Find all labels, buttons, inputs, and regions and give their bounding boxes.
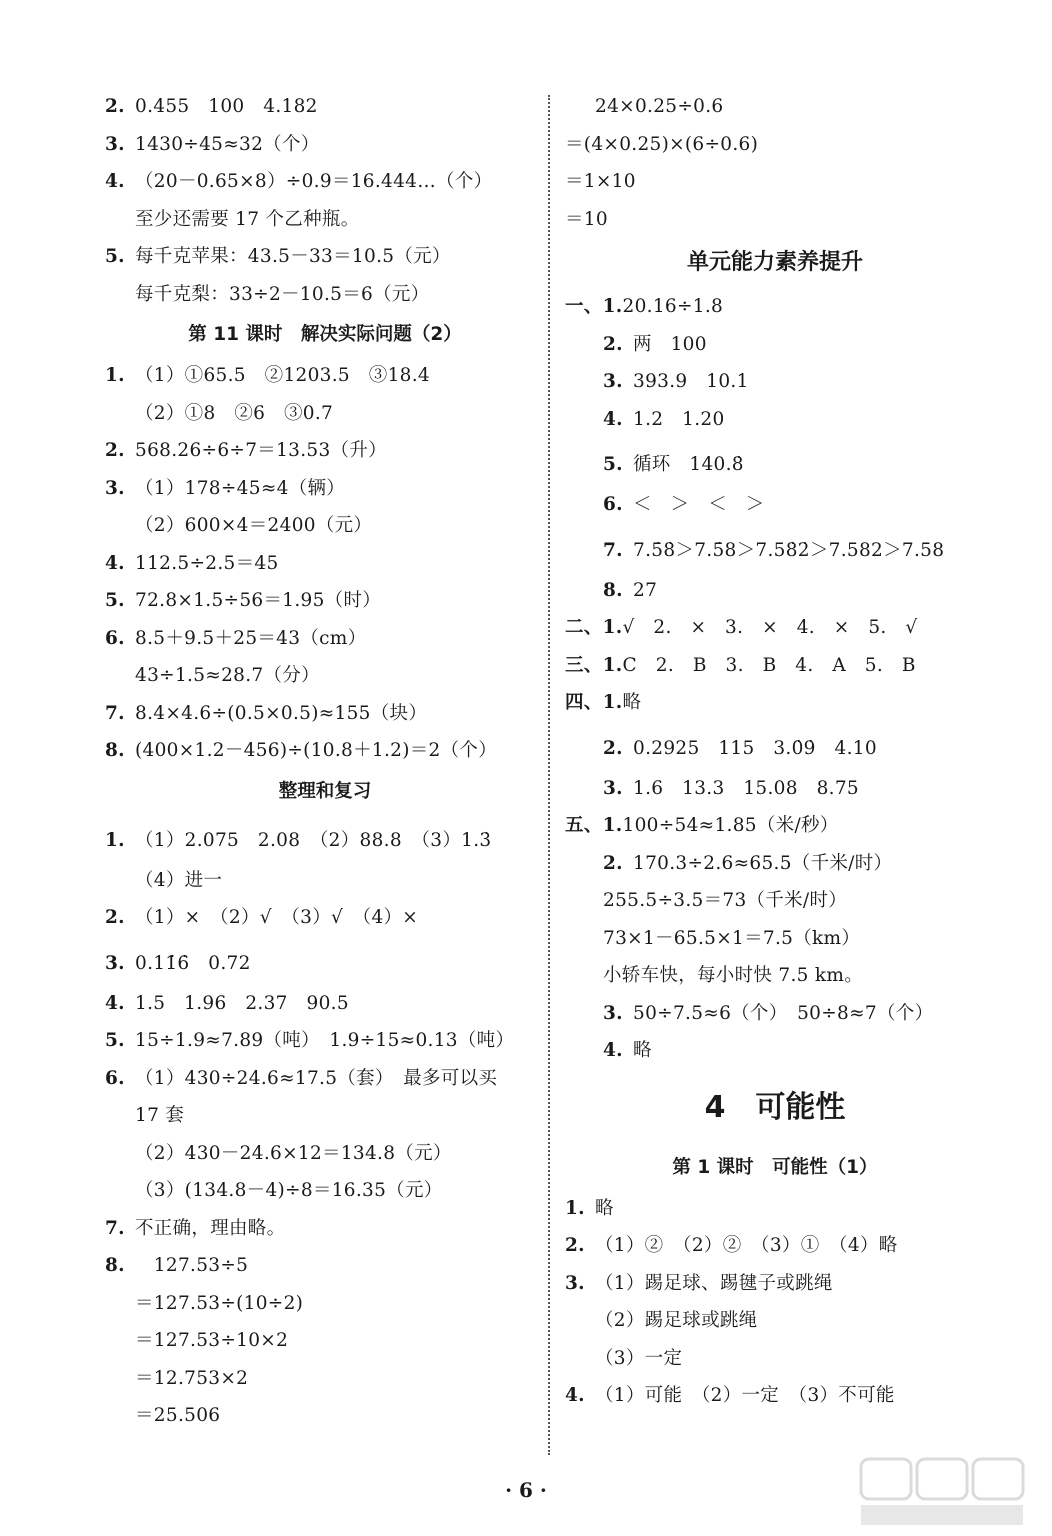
- answer-text: 568.26÷6÷7＝13.53（升）: [135, 440, 387, 461]
- answer-text: （2）430－24.6×12＝134.8（元）: [135, 1142, 452, 1164]
- sub-question-number: 2.: [603, 737, 623, 759]
- answer-text: 循环 140.8̇: [633, 454, 744, 475]
- answer-line: [565, 995, 985, 1033]
- answer-line: [105, 201, 545, 239]
- page-number: · 6 ·: [505, 1478, 547, 1502]
- sub-question-number: 5.: [603, 454, 623, 475]
- answer-text: 略: [595, 1197, 614, 1219]
- answer-line: [565, 770, 985, 808]
- answer-text: ＝(4×0.25)×(6÷0.6): [565, 133, 759, 155]
- answer-text: 每千克苹果：43.5－33＝10.5（元）: [135, 246, 451, 267]
- answer-text: 小轿车快，每小时快 7.5 km。: [603, 965, 864, 986]
- right-column: [565, 88, 985, 1415]
- answer-line: [105, 545, 545, 583]
- section-heading: 第 11 课时 解决实际问题（2）: [188, 324, 462, 345]
- answer-text: (400×1.2－456)÷(10.8＋1.2)＝2（个）: [135, 740, 497, 761]
- answer-line: [565, 1032, 985, 1070]
- question-number: 3.: [105, 477, 125, 499]
- answer-text: 0.2925 115 3.0̇9̇ 4.10: [633, 737, 877, 759]
- watermark-logo: [857, 1453, 1032, 1528]
- answer-text: 24×0.25÷0.6: [595, 96, 724, 117]
- answer-text: 8.5＋9.5＋25＝43（cm）: [135, 627, 367, 649]
- column-divider: [548, 95, 550, 1455]
- answer-line: [565, 163, 985, 201]
- question-number: 1.: [105, 365, 125, 386]
- answer-line: [105, 1172, 545, 1210]
- answer-line: [105, 1060, 545, 1098]
- answer-text: 不正确，理由略。: [135, 1217, 286, 1239]
- answer-text: 255.5÷3.5＝73（千米/时）: [603, 890, 848, 911]
- answer-text: （1）② （2）② （3）① （4）略: [595, 1235, 898, 1256]
- answer-text: （3）一定: [595, 1347, 683, 1369]
- question-number: 2.: [105, 907, 125, 928]
- question-number: 3.: [105, 952, 125, 974]
- answer-text: √ 2. × 3. × 4. × 5. √: [622, 617, 918, 638]
- answer-text: 43÷1.5≈28.7（分）: [135, 665, 320, 686]
- answer-line: [105, 862, 545, 900]
- answer-line: [105, 657, 545, 695]
- answer-text: 72.8×1.5÷56＝1.95（时）: [135, 590, 382, 611]
- answer-text: 1.5 1.96 2.37 90.5: [135, 992, 349, 1014]
- answer-text: 393.9 10.1: [633, 371, 749, 392]
- watermark-icon: [857, 1453, 1032, 1528]
- answer-line: [565, 722, 985, 770]
- sub-question-number: 2.: [603, 852, 623, 874]
- left-column: [105, 88, 545, 1435]
- answer-line: [105, 163, 545, 201]
- section-heading: 单元能力素养提升: [686, 250, 863, 275]
- answer-text: （1）可能 （2）一定 （3）不可能: [595, 1385, 895, 1406]
- question-number: 6.: [105, 1067, 125, 1089]
- answer-text: 1.6 13.3 15.08 8.75: [633, 777, 859, 799]
- answer-line: [565, 807, 985, 845]
- question-number: 五、1.: [565, 815, 623, 836]
- answer-line: [565, 1302, 985, 1340]
- answer-line: [565, 326, 985, 364]
- sub-question-number: 6.: [603, 494, 623, 515]
- answer-text: 8.4×4.6÷(0.5×0.5)≈155（块）: [135, 702, 428, 724]
- answer-line: [565, 88, 985, 126]
- answer-line: [565, 647, 985, 685]
- answer-line: [105, 432, 545, 470]
- answer-text: ＝1×10: [565, 171, 636, 192]
- question-number: 1.: [105, 829, 125, 851]
- section-heading: 第 1 课时 可能性（1）: [672, 1156, 878, 1178]
- sub-question-number: 3.: [603, 1002, 623, 1024]
- question-number: 1.: [565, 1197, 585, 1219]
- answer-line: [105, 1135, 545, 1173]
- answer-line: [105, 470, 545, 508]
- answer-text: 略: [633, 1040, 652, 1061]
- sub-question-number: 7.: [603, 539, 623, 561]
- answer-line: [105, 357, 545, 395]
- answer-text: 15÷1.9≈7.89（吨） 1.9÷15≈0.13（吨）: [135, 1030, 515, 1051]
- question-number: 4.: [105, 552, 125, 574]
- answer-line: [565, 524, 985, 572]
- answer-text: 20.16÷1.8: [622, 296, 724, 317]
- answer-text: ＜ ＞ ＜ ＞: [633, 494, 765, 515]
- question-number: 3.: [105, 133, 125, 155]
- sub-question-number: 4.: [603, 1040, 623, 1061]
- question-number: 4.: [105, 992, 125, 1014]
- answer-text: 127.53÷5: [135, 1255, 249, 1276]
- answer-text: （2）踢足球或跳绳: [595, 1310, 758, 1331]
- sub-question-number: 4.: [603, 408, 623, 430]
- answer-line: [565, 1340, 985, 1378]
- answer-line: [565, 609, 985, 647]
- answer-text: ＝127.53÷10×2: [135, 1330, 289, 1351]
- answer-line: [565, 572, 985, 610]
- question-number: 四、1.: [565, 692, 623, 713]
- answer-text: （4）进一: [135, 869, 223, 891]
- answer-line: [565, 363, 985, 401]
- answer-text: 至少还需要 17 个乙种瓶。: [135, 208, 360, 230]
- answer-text: 100÷54≈1.85（米/秒）: [622, 815, 839, 836]
- answer-line: [105, 1322, 545, 1360]
- answer-text: （1）①65.5 ②1203.5 ③18.4: [135, 365, 430, 386]
- answer-line: [565, 1190, 985, 1228]
- question-number: 3.: [565, 1272, 585, 1294]
- answer-line: [105, 937, 545, 985]
- answer-text: 50÷7.5≈6（个） 50÷8≈7（个）: [633, 1002, 934, 1024]
- answer-text: 17 套: [135, 1105, 185, 1126]
- answer-text: （20－0.65×8）÷0.9＝16.444…（个）: [135, 171, 493, 192]
- answer-line: [105, 582, 545, 620]
- question-number: 5.: [105, 1030, 125, 1051]
- answer-line: [105, 695, 545, 733]
- answer-line: [565, 882, 985, 920]
- answer-text: 7.5̇8̇＞7.5̇8＞7.58̇2̇＞7.582＞7.58: [633, 539, 945, 561]
- answer-line: [565, 845, 985, 883]
- question-number: 三、1.: [565, 654, 623, 676]
- answer-text: 1430÷45≈32（个）: [135, 133, 320, 155]
- answer-text: 0.11̇6̇ 0.72: [135, 952, 251, 974]
- answer-line: [105, 126, 545, 164]
- sub-question-number: 8.: [603, 579, 623, 601]
- answer-text: （1）踢足球、踢毽子或跳绳: [595, 1272, 833, 1294]
- question-number: 5.: [105, 246, 125, 267]
- answer-line: [565, 486, 985, 524]
- answer-line: [105, 276, 545, 314]
- answer-text: （1）× （2）√ （3）√ （4）×: [135, 907, 419, 928]
- question-number: 2.: [105, 96, 125, 117]
- question-number: 6.: [105, 627, 125, 649]
- answer-line: [105, 88, 545, 126]
- answer-line: [105, 1285, 545, 1323]
- question-number: 8.: [105, 740, 125, 761]
- answer-text: （2）600×4＝2400（元）: [135, 515, 373, 536]
- answer-line: [565, 957, 985, 995]
- answer-text: ＝12.753×2: [135, 1367, 249, 1389]
- answer-line: [105, 620, 545, 658]
- answer-line: [565, 201, 985, 239]
- answer-line: [105, 395, 545, 433]
- answer-text: 0.455 100 4.182: [135, 96, 318, 117]
- answer-line: [105, 507, 545, 545]
- question-number: 2.: [105, 440, 125, 461]
- sub-question-number: 2.: [603, 333, 623, 355]
- answer-line: [565, 288, 985, 326]
- answer-text: 112.5÷2.5＝45: [135, 552, 279, 574]
- answer-line: [565, 1227, 985, 1265]
- answer-line: [565, 438, 985, 486]
- answer-text: C 2. B 3. B 4. A 5. B: [622, 654, 916, 676]
- answer-text: ＝127.53÷(10÷2): [135, 1292, 304, 1314]
- answer-text: 27: [633, 579, 658, 601]
- answer-line: [105, 985, 545, 1023]
- question-number: 2.: [565, 1235, 585, 1256]
- section-heading: 整理和复习: [278, 780, 372, 802]
- question-number: 4.: [565, 1385, 585, 1406]
- chapter-title: 4 可能性: [704, 1089, 846, 1125]
- answer-line: [105, 1360, 545, 1398]
- answer-line: [565, 920, 985, 958]
- answer-text: （1）178÷45≈4（辆）: [135, 477, 346, 499]
- answer-text: 1.2 1.20: [633, 408, 725, 430]
- answer-text: （2）①8 ②6 ③0.7: [135, 402, 334, 424]
- answer-line: [565, 401, 985, 439]
- question-number: 一、1.: [565, 296, 623, 317]
- answer-text: （1）2.075 2.08 （2）88.8 （3）1.3̇: [135, 829, 492, 851]
- answer-line: [565, 126, 985, 164]
- answer-line: [105, 1022, 545, 1060]
- answer-text: 略: [622, 692, 642, 713]
- question-number: 7.: [105, 702, 125, 724]
- sub-question-number: 3.: [603, 371, 623, 392]
- answer-text: 73×1－65.5×1＝7.5（km）: [603, 927, 861, 949]
- answer-text: ＝10: [565, 208, 608, 230]
- answer-line: [105, 1397, 545, 1435]
- answer-line: [105, 814, 545, 862]
- question-number: 二、1.: [565, 617, 623, 638]
- answer-line: [105, 238, 545, 276]
- answer-line: [105, 732, 545, 770]
- answer-text: ＝25.506: [135, 1405, 221, 1426]
- sub-question-number: 3.: [603, 777, 623, 799]
- answer-text: （1）430÷24.6≈17.5（套） 最多可以买: [135, 1067, 498, 1089]
- question-number: 7.: [105, 1217, 125, 1239]
- answer-line: [565, 684, 985, 722]
- answer-line: [105, 899, 545, 937]
- answer-text: 每千克梨：33÷2－10.5＝6（元）: [135, 283, 430, 305]
- answer-line: [565, 1265, 985, 1303]
- question-number: 4.: [105, 171, 125, 192]
- answer-line: [105, 1097, 545, 1135]
- answer-text: 170.3÷2.6≈65.5（千米/时）: [633, 852, 893, 874]
- answer-line: [105, 1247, 545, 1285]
- question-number: 8.: [105, 1255, 125, 1276]
- answer-line: [565, 1377, 985, 1415]
- answer-line: [105, 1210, 545, 1248]
- answer-text: 两 100: [633, 333, 707, 355]
- question-number: 5.: [105, 590, 125, 611]
- answer-text: （3）(134.8－4)÷8＝16.35（元）: [135, 1180, 443, 1201]
